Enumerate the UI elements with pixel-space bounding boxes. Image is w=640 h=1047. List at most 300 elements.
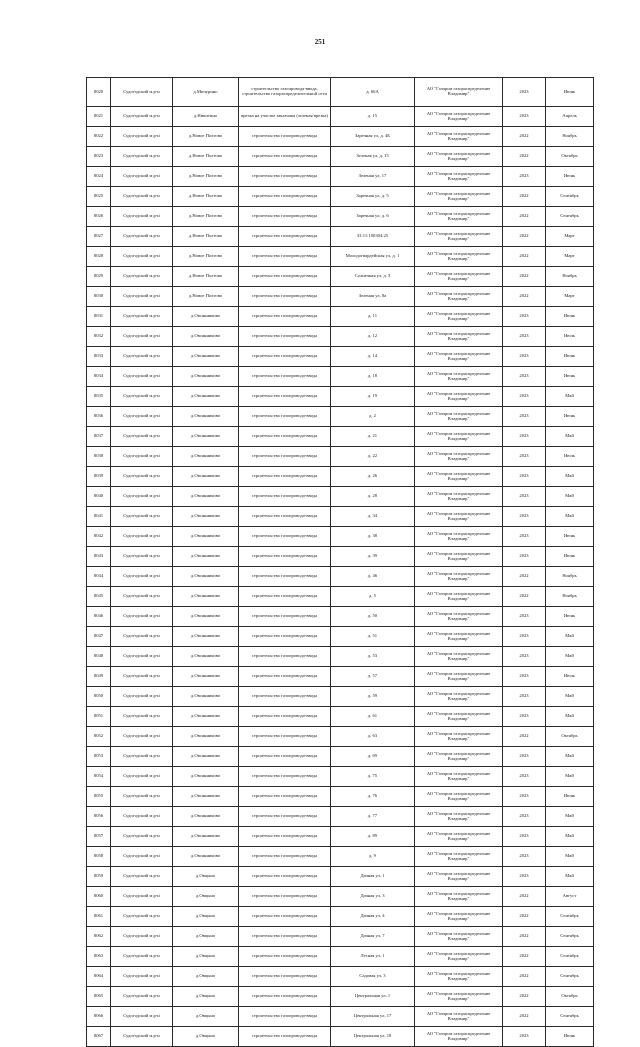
- district-cell: Судогодский м.р-н: [111, 107, 173, 127]
- address-cell: Зеленая ул, д. 15: [331, 147, 415, 167]
- row-number: 8057: [87, 827, 111, 847]
- address-cell: д. 66А: [331, 78, 415, 107]
- month-cell: Октябрь: [546, 987, 594, 1007]
- year-cell: 2022: [503, 887, 546, 907]
- work-type-cell: строительство газопровода-ввода: [239, 607, 331, 627]
- locality-cell: д.Новое Полтово: [173, 167, 239, 187]
- row-number: 8060: [87, 887, 111, 907]
- locality-cell: д.Овсянниково: [173, 707, 239, 727]
- row-number: 8035: [87, 387, 111, 407]
- work-type-cell: строительство газопровода-ввода: [239, 467, 331, 487]
- row-number: 8043: [87, 547, 111, 567]
- row-number: 8039: [87, 467, 111, 487]
- work-type-cell: строительство газопровода-ввода: [239, 547, 331, 567]
- work-type-cell: строительство газопровода-ввода: [239, 507, 331, 527]
- organization-cell: АО "Газпром газораспределение Владимир": [415, 867, 503, 887]
- work-type-cell: строительство газопровода-ввода: [239, 387, 331, 407]
- district-cell: Судогодский м.р-н: [111, 727, 173, 747]
- address-cell: д. 21: [331, 427, 415, 447]
- work-type-cell: строительство газопровода-ввода: [239, 647, 331, 667]
- year-cell: 2023: [503, 527, 546, 547]
- year-cell: 2022: [503, 147, 546, 167]
- year-cell: 2023: [503, 1027, 546, 1047]
- year-cell: 2022: [503, 127, 546, 147]
- locality-cell: д.Овцыно: [173, 887, 239, 907]
- address-cell: Заречная ул, д. 6: [331, 207, 415, 227]
- table-row: [87, 767, 594, 787]
- organization-cell: АО "Газпром газораспределение Владимир": [415, 647, 503, 667]
- row-number: 8064: [87, 967, 111, 987]
- district-cell: Судогодский м.р-н: [111, 867, 173, 887]
- table-row: [87, 207, 594, 227]
- locality-cell: д.Овсянниково: [173, 607, 239, 627]
- locality-cell: д.Новое Полтово: [173, 147, 239, 167]
- organization-cell: АО "Газпром газораспределение Владимир": [415, 987, 503, 1007]
- table-row: [87, 847, 594, 867]
- table-row: [87, 927, 594, 947]
- month-cell: Сентябрь: [546, 207, 594, 227]
- table-row: [87, 747, 594, 767]
- locality-cell: д.Новое Полтово: [173, 267, 239, 287]
- address-cell: д. 77: [331, 807, 415, 827]
- year-cell: 2022: [503, 907, 546, 927]
- work-type-cell: строительство газопровода-ввода: [239, 567, 331, 587]
- organization-cell: АО "Газпром газораспределение Владимир": [415, 967, 503, 987]
- year-cell: 2023: [503, 547, 546, 567]
- work-type-cell: строительство газопровода-ввода: [239, 187, 331, 207]
- row-number: 8046: [87, 607, 111, 627]
- address-cell: д. 5: [331, 587, 415, 607]
- address-cell: д. 57: [331, 667, 415, 687]
- table-row: [87, 447, 594, 467]
- year-cell: 2023: [503, 487, 546, 507]
- row-number: 8044: [87, 567, 111, 587]
- organization-cell: АО "Газпром газораспределение Владимир": [415, 567, 503, 587]
- year-cell: 2023: [503, 667, 546, 687]
- row-number: 8066: [87, 1007, 111, 1027]
- work-type-cell: строительство газопровода-ввода: [239, 367, 331, 387]
- organization-cell: АО "Газпром газораспределение Владимир": [415, 627, 503, 647]
- work-type-cell: строительство газопровода-ввода: [239, 287, 331, 307]
- locality-cell: д.Овсянниково: [173, 807, 239, 827]
- district-cell: Судогодский м.р-н: [111, 387, 173, 407]
- work-type-cell: строительство газопровода-ввода: [239, 267, 331, 287]
- month-cell: Июнь: [546, 367, 594, 387]
- locality-cell: д.Овцыно: [173, 907, 239, 927]
- row-number: 8029: [87, 267, 111, 287]
- address-cell: д. 26: [331, 467, 415, 487]
- row-number: 8067: [87, 1027, 111, 1047]
- work-type-cell: строительство газопровода-ввода: [239, 1007, 331, 1027]
- row-number: 8025: [87, 187, 111, 207]
- row-number: 8062: [87, 927, 111, 947]
- year-cell: 2023: [503, 447, 546, 467]
- address-cell: д. 22: [331, 447, 415, 467]
- address-cell: д. 34: [331, 507, 415, 527]
- district-cell: Судогодский м.р-н: [111, 427, 173, 447]
- table-row: [87, 667, 594, 687]
- locality-cell: д.Овсянниково: [173, 667, 239, 687]
- table-row: [87, 167, 594, 187]
- month-cell: Май: [546, 387, 594, 407]
- address-cell: д. 51: [331, 627, 415, 647]
- table-row: [87, 227, 594, 247]
- work-type-cell: строительство газопровода-ввода: [239, 167, 331, 187]
- organization-cell: АО "Газпром газораспределение Владимир": [415, 707, 503, 727]
- district-cell: Судогодский м.р-н: [111, 607, 173, 627]
- locality-cell: д.Овсянниково: [173, 687, 239, 707]
- organization-cell: АО "Газпром газораспределение Владимир": [415, 387, 503, 407]
- month-cell: Май: [546, 847, 594, 867]
- month-cell: Май: [546, 507, 594, 527]
- district-cell: Судогодский м.р-н: [111, 127, 173, 147]
- district-cell: Судогодский м.р-н: [111, 487, 173, 507]
- district-cell: Судогодский м.р-н: [111, 707, 173, 727]
- locality-cell: д.Новое Полтово: [173, 247, 239, 267]
- table-row: [87, 467, 594, 487]
- month-cell: Май: [546, 867, 594, 887]
- district-cell: Судогодский м.р-н: [111, 967, 173, 987]
- month-cell: Ноябрь: [546, 587, 594, 607]
- work-type-cell: строительство газопровода-ввода: [239, 407, 331, 427]
- row-number: 8037: [87, 427, 111, 447]
- address-cell: Дачная ул, 1: [331, 867, 415, 887]
- month-cell: Март: [546, 247, 594, 267]
- district-cell: Судогодский м.р-н: [111, 247, 173, 267]
- table-row: [87, 407, 594, 427]
- month-cell: Май: [546, 467, 594, 487]
- work-type-cell: строительство газопровода-ввода: [239, 687, 331, 707]
- year-cell: 2023: [503, 347, 546, 367]
- year-cell: 2022: [503, 587, 546, 607]
- table-row: [87, 707, 594, 727]
- locality-cell: д.Овсянниково: [173, 527, 239, 547]
- work-type-cell: строительство газопровода-ввода: [239, 627, 331, 647]
- locality-cell: д.Новое Полтово: [173, 207, 239, 227]
- month-cell: Сентябрь: [546, 927, 594, 947]
- month-cell: Август: [546, 887, 594, 907]
- row-number: 8022: [87, 127, 111, 147]
- locality-cell: д.Овсянниково: [173, 747, 239, 767]
- address-cell: Дачная ул, 7: [331, 927, 415, 947]
- year-cell: 2023: [503, 867, 546, 887]
- organization-cell: АО "Газпром газораспределение Владимир": [415, 1007, 503, 1027]
- year-cell: 2022: [503, 287, 546, 307]
- district-cell: Судогодский м.р-н: [111, 587, 173, 607]
- row-number: 8038: [87, 447, 111, 467]
- organization-cell: АО "Газпром газораспределение Владимир": [415, 947, 503, 967]
- locality-cell: д.Овсянниково: [173, 567, 239, 587]
- table-row: [87, 487, 594, 507]
- work-type-cell: строительство газопровода-ввода: [239, 947, 331, 967]
- address-cell: д. 89: [331, 827, 415, 847]
- year-cell: 2023: [503, 707, 546, 727]
- row-number: 8045: [87, 587, 111, 607]
- table-row: [87, 567, 594, 587]
- month-cell: Июнь: [546, 1027, 594, 1047]
- month-cell: Июнь: [546, 347, 594, 367]
- table-row: [87, 607, 594, 627]
- organization-cell: АО "Газпром газораспределение Владимир": [415, 78, 503, 107]
- organization-cell: АО "Газпром газораспределение Владимир": [415, 247, 503, 267]
- page-number: 251: [314, 38, 326, 46]
- district-cell: Судогодский м.р-н: [111, 987, 173, 1007]
- address-cell: Дачная ул, 3: [331, 887, 415, 907]
- organization-cell: АО "Газпром газораспределение Владимир": [415, 1027, 503, 1047]
- month-cell: Ноябрь: [546, 567, 594, 587]
- month-cell: Сентябрь: [546, 1007, 594, 1027]
- locality-cell: д.Овцыно: [173, 927, 239, 947]
- year-cell: 2023: [503, 607, 546, 627]
- row-number: 8048: [87, 647, 111, 667]
- district-cell: Судогодский м.р-н: [111, 467, 173, 487]
- locality-cell: д.Овсянниково: [173, 627, 239, 647]
- organization-cell: АО "Газпром газораспределение Владимир": [415, 827, 503, 847]
- address-cell: Солнечная ул, д. 3: [331, 267, 415, 287]
- organization-cell: АО "Газпром газораспределение Владимир": [415, 767, 503, 787]
- table-row: [87, 387, 594, 407]
- address-cell: д. 9: [331, 847, 415, 867]
- work-type-cell: строительство газопровода-ввода: [239, 747, 331, 767]
- year-cell: 2023: [503, 747, 546, 767]
- district-cell: Судогодский м.р-н: [111, 287, 173, 307]
- locality-cell: д.Овцыно: [173, 1027, 239, 1047]
- year-cell: 2022: [503, 967, 546, 987]
- table-row: [87, 247, 594, 267]
- row-number: 8061: [87, 907, 111, 927]
- month-cell: Ноябрь: [546, 127, 594, 147]
- address-cell: д. 76: [331, 787, 415, 807]
- organization-cell: АО "Газпром газораспределение Владимир": [415, 407, 503, 427]
- organization-cell: АО "Газпром газораспределение Владимир": [415, 207, 503, 227]
- district-cell: Судогодский м.р-н: [111, 787, 173, 807]
- locality-cell: д.Никитино: [173, 107, 239, 127]
- row-number: 8024: [87, 167, 111, 187]
- locality-cell: д.Овсянниково: [173, 407, 239, 427]
- district-cell: Судогодский м.р-н: [111, 647, 173, 667]
- work-type-cell: строительство газопровода-ввода: [239, 927, 331, 947]
- district-cell: Судогодский м.р-н: [111, 847, 173, 867]
- work-type-cell: строительство газопровода-ввода: [239, 987, 331, 1007]
- table-row: [87, 807, 594, 827]
- organization-cell: АО "Газпром газораспределение Владимир": [415, 327, 503, 347]
- organization-cell: АО "Газпром газораспределение Владимир": [415, 547, 503, 567]
- organization-cell: АО "Газпром газораспределение Владимир": [415, 747, 503, 767]
- month-cell: Июнь: [546, 527, 594, 547]
- month-cell: Май: [546, 767, 594, 787]
- table-row: [87, 867, 594, 887]
- row-number: 8056: [87, 807, 111, 827]
- work-type-cell: строительство газопровода-ввода: [239, 307, 331, 327]
- address-cell: д. 15: [331, 107, 415, 127]
- address-cell: Молодогвардейская ул, д. 1: [331, 247, 415, 267]
- row-number: 8023: [87, 147, 111, 167]
- locality-cell: д.Новое Полтово: [173, 187, 239, 207]
- month-cell: Июль: [546, 327, 594, 347]
- district-cell: Судогодский м.р-н: [111, 1027, 173, 1047]
- table-row: [87, 1027, 594, 1047]
- district-cell: Судогодский м.р-н: [111, 407, 173, 427]
- table-row: [87, 527, 594, 547]
- table-row: [87, 687, 594, 707]
- district-cell: Судогодский м.р-н: [111, 267, 173, 287]
- work-type-cell: строительство газопровода-ввода: [239, 447, 331, 467]
- work-type-cell: строительство газопровода-ввода: [239, 847, 331, 867]
- table-row: [87, 627, 594, 647]
- table-row: [87, 127, 594, 147]
- month-cell: Октябрь: [546, 727, 594, 747]
- address-cell: Лесная ул, 1: [331, 947, 415, 967]
- locality-cell: д.Овсянниково: [173, 647, 239, 667]
- row-number: 8034: [87, 367, 111, 387]
- month-cell: Июнь: [546, 787, 594, 807]
- year-cell: 2022: [503, 727, 546, 747]
- work-type-cell: строительство газопровода-ввода: [239, 327, 331, 347]
- year-cell: 2023: [503, 847, 546, 867]
- district-cell: Судогодский м.р-н: [111, 147, 173, 167]
- row-number: 8059: [87, 867, 111, 887]
- work-type-cell: строительство газопровода-ввода: [239, 247, 331, 267]
- year-cell: 2023: [503, 467, 546, 487]
- address-cell: д. 11: [331, 307, 415, 327]
- month-cell: Июнь: [546, 307, 594, 327]
- table-row: [87, 107, 594, 127]
- address-cell: Центральная ул, 1: [331, 987, 415, 1007]
- work-type-cell: строительство газопровода-ввода: [239, 807, 331, 827]
- locality-cell: д.Овсянниково: [173, 507, 239, 527]
- row-number: 8053: [87, 747, 111, 767]
- year-cell: 2023: [503, 687, 546, 707]
- work-type-cell: строительство газопровода-ввода: [239, 867, 331, 887]
- table-row: [87, 427, 594, 447]
- year-cell: 2023: [503, 787, 546, 807]
- table-row: [87, 147, 594, 167]
- organization-cell: АО "Газпром газораспределение Владимир": [415, 107, 503, 127]
- year-cell: 2023: [503, 167, 546, 187]
- row-number: 8065: [87, 987, 111, 1007]
- table-row: [87, 907, 594, 927]
- district-cell: Судогодский м.р-н: [111, 747, 173, 767]
- organization-cell: АО "Газпром газораспределение Владимир": [415, 267, 503, 287]
- organization-cell: АО "Газпром газораспределение Владимир": [415, 507, 503, 527]
- locality-cell: д.Овсянниково: [173, 827, 239, 847]
- month-cell: Июль: [546, 447, 594, 467]
- district-cell: Судогодский м.р-н: [111, 167, 173, 187]
- district-cell: Судогодский м.р-н: [111, 507, 173, 527]
- year-cell: 2022: [503, 207, 546, 227]
- month-cell: Март: [546, 227, 594, 247]
- work-type-cell: строительство газопровода-ввода: [239, 227, 331, 247]
- row-number: 8055: [87, 787, 111, 807]
- district-cell: Судогодский м.р-н: [111, 907, 173, 927]
- year-cell: 2022: [503, 187, 546, 207]
- table-row: [87, 287, 594, 307]
- year-cell: 2023: [503, 407, 546, 427]
- district-cell: Судогодский м.р-н: [111, 187, 173, 207]
- address-cell: д. 14: [331, 347, 415, 367]
- month-cell: Сентябрь: [546, 907, 594, 927]
- organization-cell: АО "Газпром газораспределение Владимир": [415, 127, 503, 147]
- district-cell: Судогодский м.р-н: [111, 887, 173, 907]
- district-cell: Судогодский м.р-н: [111, 807, 173, 827]
- address-cell: Центральная ул, 17: [331, 1007, 415, 1027]
- organization-cell: АО "Газпром газораспределение Владимир": [415, 687, 503, 707]
- table-row: [87, 347, 594, 367]
- month-cell: Май: [546, 687, 594, 707]
- locality-cell: д.Овцыно: [173, 1007, 239, 1027]
- work-type-cell: строительство газопровода-ввода: [239, 127, 331, 147]
- address-cell: д. 18: [331, 367, 415, 387]
- district-cell: Судогодский м.р-н: [111, 307, 173, 327]
- row-number: 8030: [87, 287, 111, 307]
- row-number: 8031: [87, 307, 111, 327]
- address-cell: д. 61: [331, 707, 415, 727]
- month-cell: Ноябрь: [546, 267, 594, 287]
- year-cell: 2023: [503, 107, 546, 127]
- month-cell: Июнь: [546, 167, 594, 187]
- locality-cell: д.Овсянниково: [173, 587, 239, 607]
- year-cell: 2023: [503, 78, 546, 107]
- table-row: [87, 787, 594, 807]
- address-cell: Зеленая ул, 8а: [331, 287, 415, 307]
- district-cell: Судогодский м.р-н: [111, 627, 173, 647]
- work-type-cell: строительство газопровода-ввода: [239, 427, 331, 447]
- district-cell: Судогодский м.р-н: [111, 567, 173, 587]
- address-cell: д. 39: [331, 547, 415, 567]
- organization-cell: АО "Газпром газораспределение Владимир": [415, 587, 503, 607]
- month-cell: Июнь: [546, 547, 594, 567]
- year-cell: 2022: [503, 567, 546, 587]
- organization-cell: АО "Газпром газораспределение Владимир": [415, 147, 503, 167]
- year-cell: 2023: [503, 507, 546, 527]
- locality-cell: д.Овцыно: [173, 947, 239, 967]
- row-number: 8050: [87, 687, 111, 707]
- district-cell: Судогодский м.р-н: [111, 667, 173, 687]
- work-type-cell: строительство газопровода-ввода: [239, 887, 331, 907]
- organization-cell: АО "Газпром газораспределение Владимир": [415, 447, 503, 467]
- work-type-cell: строительство газопровода-ввода: [239, 487, 331, 507]
- year-cell: 2022: [503, 247, 546, 267]
- work-type-cell: строительство газопровода-ввода: [239, 147, 331, 167]
- address-cell: д. 59: [331, 687, 415, 707]
- table-row: [87, 1007, 594, 1027]
- row-number: 8020: [87, 78, 111, 107]
- organization-cell: АО "Газпром газораспределение Владимир": [415, 887, 503, 907]
- locality-cell: д.Мичурино: [173, 78, 239, 107]
- locality-cell: д.Овсянниково: [173, 547, 239, 567]
- year-cell: 2022: [503, 1007, 546, 1027]
- address-cell: д. 12: [331, 327, 415, 347]
- row-number: 8033: [87, 347, 111, 367]
- year-cell: 2023: [503, 387, 546, 407]
- row-number: 8027: [87, 227, 111, 247]
- district-cell: Судогодский м.р-н: [111, 347, 173, 367]
- table-row: [87, 947, 594, 967]
- month-cell: Июнь: [546, 407, 594, 427]
- district-cell: Судогодский м.р-н: [111, 547, 173, 567]
- row-number: 8051: [87, 707, 111, 727]
- locality-cell: д.Овсянниково: [173, 387, 239, 407]
- address-cell: Заречная ул, д. 5: [331, 187, 415, 207]
- district-cell: Судогодский м.р-н: [111, 367, 173, 387]
- organization-cell: АО "Газпром газораспределение Владимир": [415, 927, 503, 947]
- row-number: 8052: [87, 727, 111, 747]
- organization-cell: АО "Газпром газораспределение Владимир": [415, 287, 503, 307]
- month-cell: Май: [546, 487, 594, 507]
- work-type-cell: строительство газопровода-ввода: [239, 587, 331, 607]
- table-row: [87, 78, 594, 107]
- district-cell: Судогодский м.р-н: [111, 527, 173, 547]
